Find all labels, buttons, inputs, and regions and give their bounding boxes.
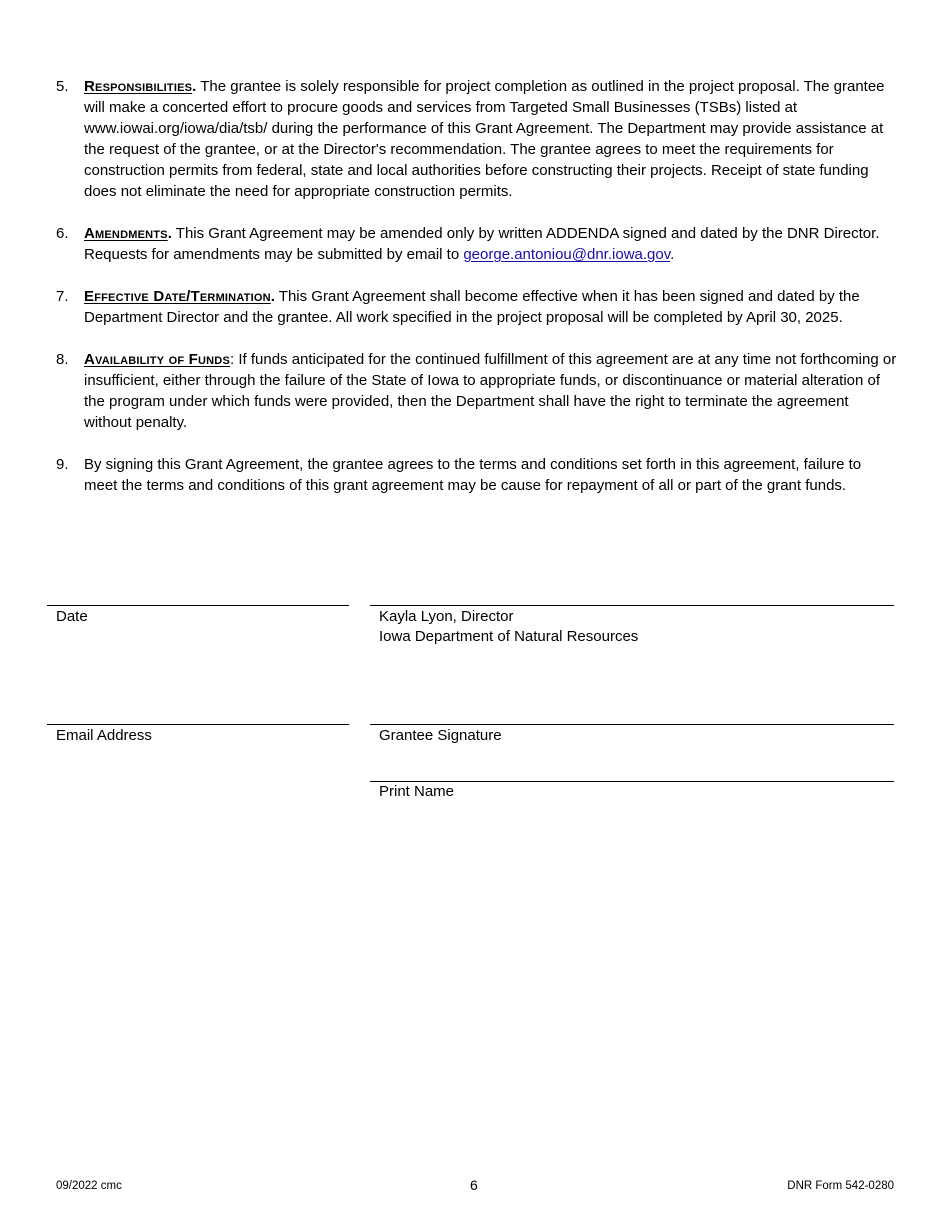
item-number: 8. [56,351,69,368]
item-number: 5. [56,78,69,95]
term-item-effective-date [56,286,898,328]
item-heading: Availability of Funds [84,351,230,368]
item-heading: Responsibilities [84,78,193,95]
page-number: 6 [470,1177,478,1193]
footer-form-number: DNR Form 542-0280 [787,1180,894,1192]
heading-punct: . [270,288,275,305]
item-heading: Effective Date/Termination [84,288,271,305]
date-signature-line [47,605,349,606]
term-item-signing [56,454,898,496]
footer-revision: 09/2022 cmc [56,1180,122,1192]
grantee-signature-label: Grantee Signature [379,727,502,744]
heading-punct: . [192,78,197,95]
term-item-availability-of-funds [56,349,898,433]
heading-punct: . [167,225,172,242]
term-item-amendments [56,223,898,265]
item-text: This Grant Agreement shall become effective when it has been signed and dated by the Department Director and the grantee. All work specified in the project proposal will be completed by April 30, 2025. [84,288,860,326]
item-number: 7. [56,288,69,305]
item-number: 9. [56,456,69,473]
item-text: If funds anticipated for the continued fulfillment of this agreement are at any time not forthcoming or insufficient, either through the failure of the State of Iowa to appropriate funds, or discontinuance or material alteration of the program under which funds were provided, then the Department shall have the right to terminate the agreement without penalty. [84,351,897,431]
item-number: 6. [56,225,69,242]
terms-list [56,76,898,517]
director-org: Iowa Department of Natural Resources [379,628,639,645]
item-text: By signing this Grant Agreement, the grantee agrees to the terms and conditions set forth in this agreement, failure to meet the terms and conditions of this grant agreement may be cause for repayment of all or part of the grant funds. [84,456,862,494]
item-text: The grantee is solely responsible for project completion as outlined in the project proposal. The grantee will make a concerted effort to procure goods and services from Targeted Small Businesses (TSBs) listed at www.iowai.org/iowa/dia/tsb/ during the performance of this Grant Agreement. The Department may provide assistance at the request of the grantee, or at the Director's recommendation. The grantee agrees to meet the requirements for construction permits from federal, state and local authorities before constructing their projects. Receipt of state funding does not eliminate the need for appropriate construction permits. [84,78,885,200]
director-name: Kayla Lyon, Director [379,608,514,625]
email-link[interactable]: george.antoniou@dnr.iowa.gov [463,246,671,263]
date-label: Date [56,608,88,625]
item-text: This Grant Agreement may be amended only by written ADDENDA signed and dated by the DNR Director. Requests for amendments may be submitted by email to [84,225,880,263]
term-item-responsibilities [56,76,898,202]
item-text-after: . [670,246,675,263]
email-address-label: Email Address [56,727,152,744]
item-heading: Amendments [84,225,168,242]
print-name-label: Print Name [379,783,455,800]
heading-punct: : [230,351,235,368]
